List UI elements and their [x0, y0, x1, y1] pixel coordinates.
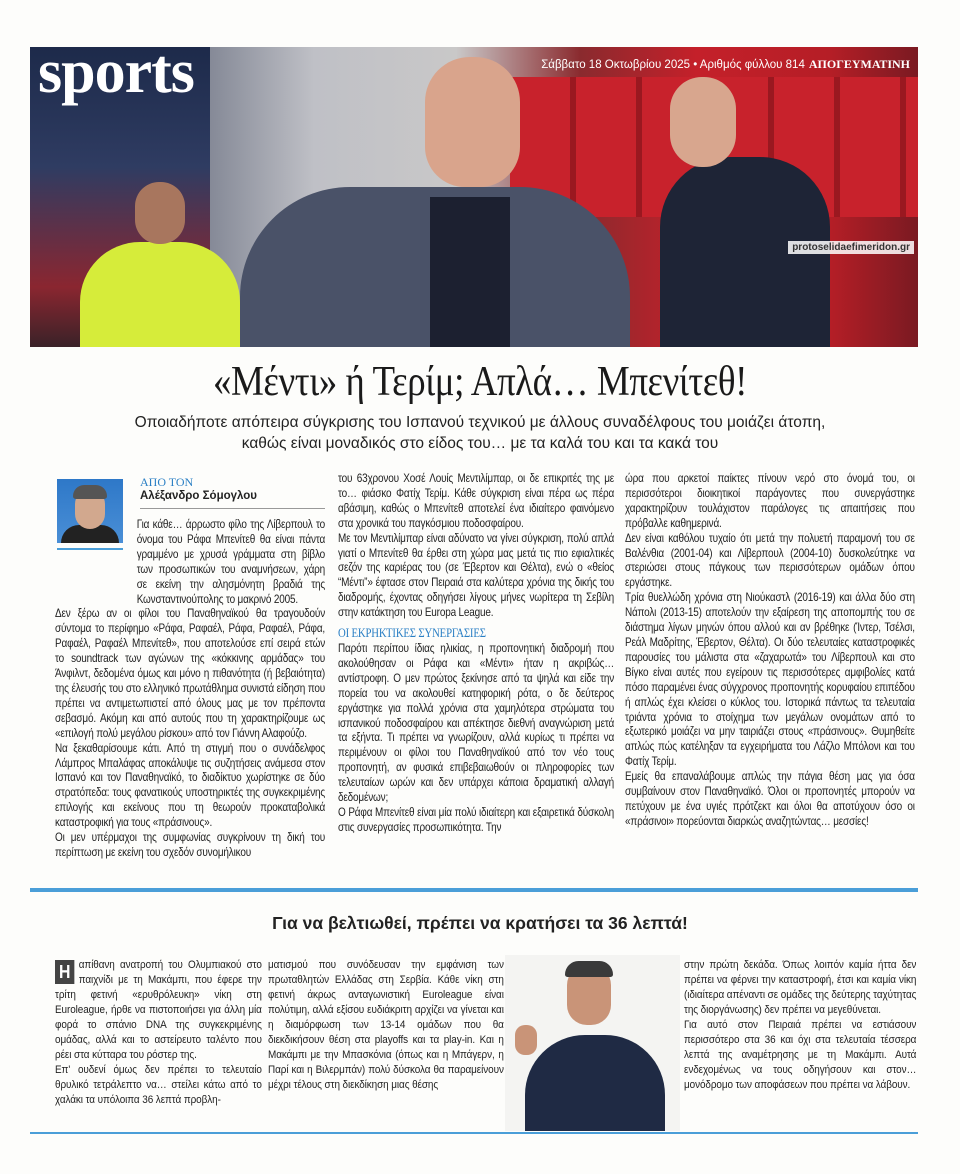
paragraph: Δεν είναι καθόλου τυχαίο ότι μετά την πολυετή παραμονή του σε Βαλένθια (2001-04) και Λίβερπουλ (2004-10) δυσκολεύτηκε να στεριώσει στους πάγκους των περισσότερων ομάδων όπου εργάστηκε.: [625, 531, 915, 590]
paragraph: Εμείς θα επαναλάβουμε απλώς την πάγια θέση μας για όσα συμβαίνουν στον Παναθηναϊκό. Όλοι οι προπονητές μπορούν να πετύχουν με ένα υγιές πρότζεκτ και όλοι θα αποτύχουν όσο οι «πράσινοι» πορεύονται διαρκώς αναζητώντας… μεσσίες!: [625, 770, 915, 828]
paragraph: Οι μεν υπέρμαχοι της συμφωνίας συγκρίνουν τη δική του περίπτωση με εκείνη του σχεδόν συνομήλικου: [55, 831, 326, 859]
hero-photo: [30, 47, 918, 347]
paragraph: [55, 958, 262, 1063]
paragraph: στην πρώτη δεκάδα. Όπως λοιπόν καμία ήττα δεν πρέπει να φέρνει την καταστροφή, έτσι και καμία νίκη (ιδιαίτερα απέναντι σε ομάδες της δεύτερης ταχύτητας της διοργάνωσης) δεν πρέπει να μεγεθύνεται.: [684, 959, 917, 1016]
paragraph: Για κάθε… άρρωστο φίλο της Λίβερπουλ το όνομα του Ράφα Μπενίτεθ θα είναι πάντα γραμμένο με χρυσά γράμματα στη βίβλο των προσωπικών του αναμνήσεων, χάρη σε εκείνη την αλησμόνητη βραδιά της Κωνσταντινούπολης το μακρινό 2005.: [136, 518, 326, 606]
secondary-headline: Για να βελτιωθεί, πρέπει να κρατήσει τα 36 λεπτά!: [272, 913, 688, 933]
section-divider: [30, 888, 918, 892]
referee-head: [135, 182, 185, 244]
watermark: protoselidaefimeridon.gr: [788, 241, 914, 254]
coach-head: [425, 57, 520, 187]
paragraph: Για αυτό στον Πειραιά πρέπει να εστιάσουν περισσότερο στα 36 και όχι στα τελευταία τέσσερα λεπτά της αναμέτρησης με τη Μακάμπι. Αυτά ενδεχομένως να τους οδηγήσουν και στον… μονόδρομο των αποφάσεων που πρέπει να λάβουν.: [684, 1019, 917, 1091]
paper-name: ΑΠΟΓΕΥΜΑΤΙΝΗ: [808, 57, 910, 71]
paragraph: Ο Ράφα Μπενίτεθ είναι μία πολύ ιδιαίτερη και εξαιρετικά δύσκολη στις συνεργασίες προσωπικότητα. Την: [338, 805, 615, 834]
paragraph: Παρότι περίπου ίδιας ηλικίας, η προπονητική διαδρομή που ακολούθησαν οι Ράφα και «Μέντι» ήταν η ακριβώς… αντίστροφη. Ο μεν πρώτος ξεκίνησε από τα ψηλά και είδε την πορεία του να ακολουθεί κατηφορική ρότα, ο δε δεύτερος εργάστηκε για πολλά χρόνια στα χαμηλότερα στρώματα του ισπανικού ποδοσφαίρου και απέκτησε διεθνή αναγνώριση μετά τα εξήντα. Τι πρέπει να γνωρίζουν, αλλά κυρίως τι πρέπει να περιμένουν οι φίλοι του Παναθηναϊκού από τον νέο τους προπονητή, αν φυσικά επιβεβαιωθούν οι πληροφορίες των τελευταίων ωρών και δεν υπάρχει κάποια δραματική αλλαγή δεδομένων;: [338, 641, 615, 805]
assistant-head: [670, 77, 736, 167]
standfirst: Οποιαδήποτε απόπειρα σύγκρισης του Ισπανού τεχνικού με άλλους συναδέλφους του μοιάζει άτοπη, καθώς είναι μοναδικός στο είδος του… με τα καλά του και τα κακά του: [134, 414, 826, 452]
paragraph: ώρα που αρκετοί παίκτες πίνουν νερό στο όνομά του, οι περισσότεροι διοικητικοί παράγοντες που συνεργάστηκε χαρακτηρίζουν τουλάχιστον παράλογες τις απαιτήσεις που πρόβαλλε καθημερινά.: [625, 472, 915, 530]
paragraph: ματισμού που συνόδευσαν την εμφάνιση των πρωταθλητών Ελλάδας στη Σερβία. Κάθε νίκη στη φετινή άκρως ανταγωνιστική Euroleague είναι πολύτιμη, αλλά εξίσου ευδιάκριτη αρχίζει να γίνεται και η διαμόρφωση των 13-14 ομάδων που θα διεκδικήσουν θέση στα playoffs και τα play-in. Και η Μακάμπι με την Μπασκόνια (όπως και η Μπάγερν, η Παρί και η Βιλερμπάν) πολύ δύσκολα θα παραμείνουν μέχρι τέλους στη διεκδίκηση μιας θέσης: [268, 959, 504, 1091]
paragraph: του 63χρονου Χοσέ Λουίς Μεντιλίμπαρ, οι δε επικριτές της με το… φιάσκο Φατίχ Τερίμ. Κάθε σύγκριση είναι πέρα ως πέρα αβάσιμη, καθώς ο Μπενίτεθ αποτελεί ένα ιδιαίτερο φαινόμενο στα χρονικά του παγκόσμιου ποδοσφαίρου.: [338, 472, 615, 530]
drop-cap: Η: [55, 960, 74, 984]
paragraph: Επ' ουδενί όμως δεν πρέπει το τελευταίο θρυλικό τετράλεπτο να… στείλει κάτω από το χαλάκι τα υπόλοιπα 36 λεπτά προβλη-: [55, 1064, 262, 1106]
headline: «Μέντι» ή Τερίμ; Απλά… Μπενίτεθ!: [212, 359, 748, 405]
section-masthead: sports: [38, 47, 194, 106]
paragraph: Με τον Μεντιλίμπαρ είναι αδύνατο να γίνει σύγκριση, πολύ απλά γιατί ο Μπενίτεθ θα έρθει στη χώρα μας μετά τις πιο εφιαλτικές σεζόν της καριέρας του (σε Έβερτον και Θέλτα), ενώ ο «θείος “Μέντι”» έφτασε στον Πειραιά στα καλύτερα χρόνια της δικής του διαδρομής, έχοντας οδηγήσει λίγους μήνες νωρίτερα τη Σεβίλη στην κατάκτηση του Europa League.: [338, 531, 615, 620]
referee-figure: [80, 242, 240, 347]
paragraph-text: απίθανη ανατροπή του Ολυμπιακού στο παιχνίδι με τη Μακάμπι, που έφερε την τρίτη φετινή «ερυθρόλευκη» νίκη στη Euroleague, ήρθε να πιστοποιήσει για άλλη μία φορά το σπάνιο DNA της συγκεκριμένης ομάδας, αλλά και το αστείρευτο ταλέντο που ρέει στα κύτταρα του ρόστερ της.: [55, 959, 262, 1061]
coach-photo: [505, 955, 680, 1131]
article-column-1: [55, 518, 325, 861]
paragraph: Τρία θυελλώδη χρόνια στη Νιούκαστλ (2016-19) και άλλα δύο στη Νάπολι (2013-15) αποτελούν την εξαίρεση της αποπομπής του σε διάστημα λίγων μηνών όπου αλλού και αν βρέθηκε (Ίντερ, Τσέλσι, Ρεάλ Μαδρίτης, Έβερτον, Θέλτα). Οι δύο τελευταίες καταστροφικές παρουσίες του μάλιστα στα «ζαχαρωτά» του Λίβερπουλ και στο Βίγκο είναι αυτές που εγείρουν τις περισσότερες αμφιβολίες κατά πόσο παραμένει ένας σύγχρονος προπονητής κορυφαίου επιπέδου ή απλώς έχει κλείσει ο κύκλος του. Ιστορικά πάντως τα τελευταία τριάντα χρόνια το στοίχημα των μεγάλων ονομάτων από το εξωτερικό μοιάζει να μην ταιριάζει στους «πράσινους». Θυμηθείτε απλώς πώς κατέληξαν τα εγχειρήματα του Λάζλο Μπόλονι και του Φατίχ Τερίμ.: [625, 591, 915, 769]
byline-prefix: ΑΠΟ ΤΟΝ: [140, 475, 194, 489]
bottom-divider: [30, 1132, 918, 1134]
coach-shirt: [430, 197, 510, 347]
divider: [140, 508, 325, 509]
secondary-column-1: [55, 958, 262, 1108]
paragraph: Δεν ξέρω αν οι φίλοι του Παναθηναϊκού θα τραγουδούν σύντομα το περίφημο «Ράφα, Ραφαέλ, Ράφα, Ραφαέλ, Ράφα, Ραφαέλ, Ραφαέλ Μπενίτεθ», που αποτελούσε επί σειρά ετών το soundtrack των αγώνων της «κόκκινης αρμάδας» του Άνφιλντ, δεδομένα όμως και μόνο η πιθανότητα (ή βεβαιότητα) της έλευσής του στο ελληνικό πρωτάθλημα συνιστά είδηση που πρέπει να αντιμετωπιστεί από όλους μας με τον πρέποντα σεβασμό. Ακόμη και από αυτούς που τη χαρακτηρίζουμε ως «επιλογή πολύ μεγάλου ρίσκου» από τον Γιάννη Αλαφούζο.: [55, 607, 326, 740]
secondary-column-2: [268, 958, 504, 1093]
secondary-column-3: [684, 958, 916, 1093]
paragraph: Να ξεκαθαρίσουμε κάτι. Από τη στιγμή που ο συνάδελφος Λάμπρος Μπαλάφας αποκάλυψε τις συζητήσεις ανάμεσα στον Ισπανό και τον Παναθηναϊκό, το διαδίκτυο χωρίστηκε σε δύο στρατόπεδα: τους φανατικούς υποστηρικτές της συγκεκριμένης επιλογής και εκείνους που τη θεωρούν προκαταβολικά καταστροφική για τους «πράσινους».: [55, 741, 326, 830]
article-column-2: [338, 472, 614, 836]
byline-author: Αλέξανδρο Σόμογλου: [140, 490, 257, 502]
dateline: [541, 57, 910, 72]
article-column-3: [625, 472, 915, 830]
issue-date: Σάββατο 18 Οκτωβρίου 2025 • Αριθμός φύλλου 814: [541, 59, 805, 71]
subheading: ΟΙ ΕΚΡΗΚΤΙΚΕΣ ΣΥΝΕΡΓΑΣΙΕΣ: [338, 626, 486, 641]
